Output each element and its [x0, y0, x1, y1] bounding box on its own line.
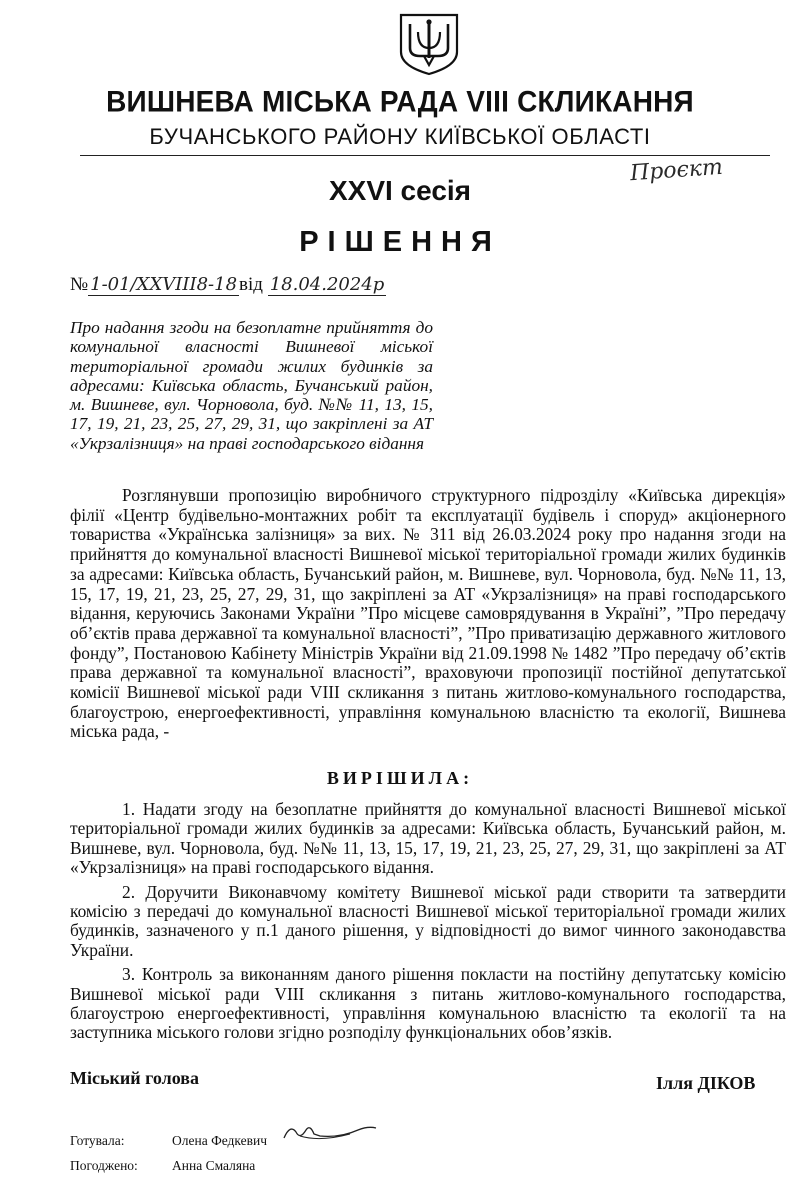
preamble-paragraph: Розглянувши пропозицію виробничого структурного підрозділу «Київська дирекція» філії «Центр будівельно-монтажних робіт та експлуатації будівель і споруд» акціонерного товариства «Українська залізниця» за вих. № 311 від 26.03.2024 року про надання згоди на прийняття до комунальної власності Вишневої міської територіальної громади жилих будинків за адресами: Київська область, Бучанський район, м. Вишневе, вул. Чорновола, буд. №№ 11, 13, 15, 17, 19, 21, 23, 25, 27, 29, 31, що закріплені за АТ «Укрзалізниця» на праві господарського відання, керуючись Законами України ”Про місцеве самоврядування в Україні”, ”Про передачу об’єктів права державної та комунальної власності”, ”Про приватизацію державного житлового фонду”, Постановою Кабінету Міністрів України від 21.09.1998 № 1482 ”Про передачу об’єктів права державної та комунальної власності”, враховуючи пропозиції постійної депутатської комісії Вишневої міської ради VIII скликання з питань житлово-комунального господарства, благоустрою, енергоефективності, управління комунальною власністю та екології, Вишнева міська рада, - [70, 485, 786, 742]
resolved-heading: ВИРІШИЛА: [326, 768, 474, 788]
header-divider [80, 155, 770, 156]
resolution-item: 3. Контроль за виконанням даного рішення покласти на постійну депутатську комісію Вишневої міської ради VIII скликання з питань житлово-комунального господарства, благоустрою енергоефективності, управління комунальною власністю та екології та на заступника міського голови згідно розподілу функціональних обов’язків. [70, 964, 786, 1043]
decision-subject: Про надання згоди на безоплатне прийняття до комунальної власності Вишневої міської територіальної громади жилих будинків за адресами: Київська область, Бучанський район, м. Вишневе, вул. Чорновола, буд. №№ 11, 13, 15, 17, 19, 21, 23, 25, 27, 29, 31, що закріплені за АТ «Укрзалізниця» на праві господарського відання [70, 318, 433, 453]
prepared-by-name: Олена Федкевич [172, 1133, 268, 1148]
mayor-title: Міський голова [70, 1068, 199, 1088]
decision-date: 18.04.2024р [269, 274, 385, 295]
session-title: XXVI сесія [328, 175, 472, 206]
handwritten-signature-icon [280, 1118, 380, 1148]
trident-coat-of-arms-icon [398, 12, 460, 76]
agreed-by-name: Анна Смаляна [172, 1158, 256, 1173]
agreed-by-label: Погоджено: [70, 1158, 138, 1173]
number-prefix: № [70, 274, 89, 295]
prepared-by-label: Готувала: [70, 1133, 125, 1148]
resolution-item: 2. Доручити Виконавчому комітету Вишневої міської ради створити та затвердити комісію з передачі до комунальної власності Вишневої міської територіальної громади жилих будинків, зазначеного у п.1 даного рішення, у відповідності до вимог чинного законодавства України. [70, 881, 786, 960]
decision-number: 1-01/XXVIII8-18 [90, 274, 238, 295]
from-label: від [239, 274, 263, 295]
resolution-item: 1. Надати згоду на безоплатне прийняття до комунальної власності Вишневої міської територіальної громади жилих будинків за адресами: Київська область, Бучанський район, м. Вишневе, вул. Чорновола, буд. №№ 11, 13, 15, 17, 19, 21, 23, 25, 27, 29, 31, що закріплені за АТ «Укрзалізниця» на праві господарського відання. [70, 799, 786, 878]
project-handwritten-note: Проєкт [629, 154, 724, 187]
council-name: ВИШНЕВА МІСЬКА РАДА VIII СКЛИКАННЯ [106, 85, 694, 118]
district-name: БУЧАНСЬКОГО РАЙОНУ КИЇВСЬКОЇ ОБЛАСТІ [149, 124, 651, 149]
resolution-items [70, 800, 786, 1048]
decision-title: РІШЕННЯ [299, 226, 501, 258]
decision-number-line [70, 274, 386, 296]
mayor-name: Ілля ДІКОВ [656, 1073, 756, 1093]
